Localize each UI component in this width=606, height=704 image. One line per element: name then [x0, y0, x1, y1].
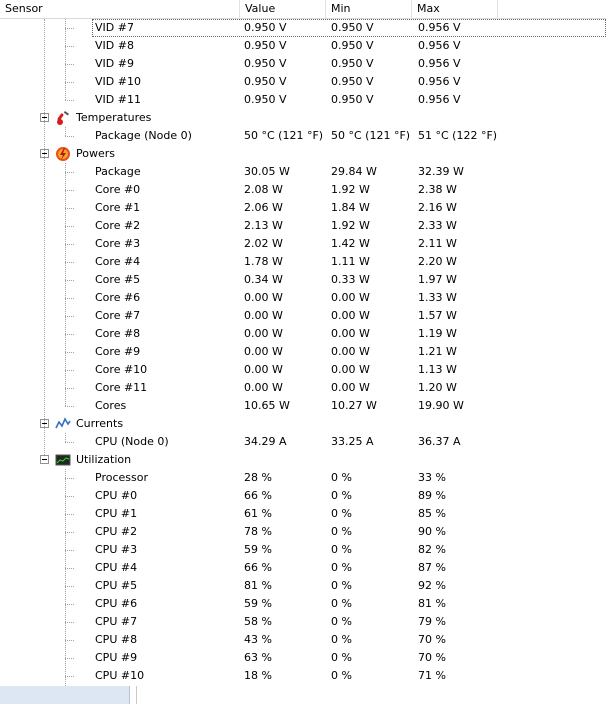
- sensor-min: 50 °C (121 °F): [331, 129, 411, 142]
- sensor-value: 0.00 W: [244, 327, 283, 340]
- sensor-group-label: Powers: [76, 147, 115, 160]
- sensor-group-label: Currents: [76, 417, 124, 430]
- sensor-value: 28 %: [244, 471, 272, 484]
- sensor-value: 0.00 W: [244, 291, 283, 304]
- sensor-min: 0 %: [331, 579, 352, 592]
- sensor-value: 0.950 V: [244, 93, 287, 106]
- sensor-name: Core #0: [95, 183, 141, 196]
- tree-line: [65, 433, 66, 442]
- sensor-row[interactable]: [0, 181, 606, 199]
- column-header-min[interactable]: Min: [326, 0, 412, 19]
- sensor-value: 0.00 W: [244, 345, 283, 358]
- sensor-min: 0 %: [331, 633, 352, 646]
- sensor-row[interactable]: [0, 37, 606, 55]
- sensor-name: Core #5: [95, 273, 141, 286]
- sensor-value: 0.00 W: [244, 363, 283, 376]
- bottom-panel-left: [0, 686, 130, 704]
- sensor-row[interactable]: [0, 595, 606, 613]
- sensor-row[interactable]: [0, 19, 606, 37]
- sensor-name: CPU #5: [95, 579, 138, 592]
- sensor-value: 66 %: [244, 561, 272, 574]
- sensor-max: 89 %: [418, 489, 446, 502]
- sensor-min: 0.00 W: [331, 381, 370, 394]
- sensor-name: CPU #3: [95, 543, 138, 556]
- sensor-name: CPU #8: [95, 633, 138, 646]
- sensor-name: Core #10: [95, 363, 148, 376]
- sensor-name: CPU (Node 0): [95, 435, 169, 448]
- sensor-name: Core #3: [95, 237, 141, 250]
- sensor-value: 0.950 V: [244, 75, 287, 88]
- sensor-name: Cores: [95, 399, 127, 412]
- sensor-name: VID #8: [95, 39, 134, 52]
- sensor-value: 43 %: [244, 633, 272, 646]
- sensor-min: 0 %: [331, 489, 352, 502]
- sensor-row[interactable]: [0, 469, 606, 487]
- sensor-min: 10.27 W: [331, 399, 377, 412]
- sensor-max: 1.21 W: [418, 345, 457, 358]
- sensor-min: 0.950 V: [331, 93, 374, 106]
- sensor-row[interactable]: [0, 631, 606, 649]
- sensor-value: 58 %: [244, 615, 272, 628]
- sensor-max: 81 %: [418, 597, 446, 610]
- sensor-value: 10.65 W: [244, 399, 290, 412]
- sensor-min: 0.950 V: [331, 57, 374, 70]
- sensor-row[interactable]: [0, 397, 606, 415]
- sensor-name: Core #7: [95, 309, 141, 322]
- sensor-max: 82 %: [418, 543, 446, 556]
- sensor-name: Core #6: [95, 291, 141, 304]
- sensor-min: 1.92 W: [331, 183, 370, 196]
- sensor-min: 0.00 W: [331, 345, 370, 358]
- sensor-value: 0.00 W: [244, 309, 283, 322]
- sensor-max: 51 °C (122 °F): [418, 129, 498, 142]
- sensor-min: 0.950 V: [331, 75, 374, 88]
- sensor-name: Core #11: [95, 381, 148, 394]
- sensor-max: 19.90 W: [418, 399, 464, 412]
- sensor-value: 0.950 V: [244, 39, 287, 52]
- sensor-name: Core #4: [95, 255, 141, 268]
- sensor-name: Core #1: [95, 201, 141, 214]
- sensor-max: 90 %: [418, 525, 446, 538]
- tree-line: [65, 163, 66, 406]
- sensor-max: 1.19 W: [418, 327, 457, 340]
- sensor-max: 0.956 V: [418, 75, 461, 88]
- sensor-name: CPU #7: [95, 615, 138, 628]
- sensor-max: 33 %: [418, 471, 446, 484]
- sensor-min: 0 %: [331, 543, 352, 556]
- sensor-max: 71 %: [418, 669, 446, 682]
- sensor-name: Core #8: [95, 327, 141, 340]
- sensor-max: 1.33 W: [418, 291, 457, 304]
- sensor-row[interactable]: [0, 559, 606, 577]
- sensor-row[interactable]: [0, 91, 606, 109]
- sensor-value: 59 %: [244, 597, 272, 610]
- sensor-row[interactable]: [0, 343, 606, 361]
- sensor-value: 1.78 W: [244, 255, 283, 268]
- sensor-min: 0 %: [331, 669, 352, 682]
- sensor-row[interactable]: [0, 325, 606, 343]
- sensor-max: 70 %: [418, 651, 446, 664]
- bottom-divider: [136, 686, 137, 704]
- sensor-max: 2.16 W: [418, 201, 457, 214]
- sensor-min: 0 %: [331, 651, 352, 664]
- sensor-max: 87 %: [418, 561, 446, 574]
- monitor-chart-icon: [55, 452, 71, 468]
- sensor-value: 50 °C (121 °F): [244, 129, 324, 142]
- sensor-name: Core #2: [95, 219, 141, 232]
- sensor-name: VID #11: [95, 93, 141, 106]
- sensor-group-label: Temperatures: [76, 111, 152, 124]
- sensor-name: Core #9: [95, 345, 141, 358]
- sensor-min: 1.84 W: [331, 201, 370, 214]
- sensor-min: 0 %: [331, 507, 352, 520]
- sensor-value: 2.02 W: [244, 237, 283, 250]
- sensor-value: 0.950 V: [244, 57, 287, 70]
- sensor-min: 0.33 W: [331, 273, 370, 286]
- sensor-row[interactable]: [0, 199, 606, 217]
- sensor-max: 79 %: [418, 615, 446, 628]
- sensor-row[interactable]: [0, 127, 606, 145]
- sensor-value: 18 %: [244, 669, 272, 682]
- sensor-value: 81 %: [244, 579, 272, 592]
- sensor-min: 0 %: [331, 471, 352, 484]
- sensor-name: CPU #0: [95, 489, 138, 502]
- sensor-max: 1.20 W: [418, 381, 457, 394]
- sensor-max: 1.57 W: [418, 309, 457, 322]
- sensor-row[interactable]: [0, 613, 606, 631]
- sensor-max: 1.13 W: [418, 363, 457, 376]
- sensor-min: 0.00 W: [331, 363, 370, 376]
- sensor-min: 0.00 W: [331, 327, 370, 340]
- sensor-row[interactable]: [0, 217, 606, 235]
- sensor-name: CPU #4: [95, 561, 138, 574]
- lightning-icon: [55, 146, 71, 162]
- sensor-name: VID #9: [95, 57, 134, 70]
- sensor-row[interactable]: [0, 55, 606, 73]
- tree-line: [44, 19, 45, 455]
- sensor-min: 0 %: [331, 615, 352, 628]
- sensor-row[interactable]: [0, 523, 606, 541]
- tree-line: [65, 127, 66, 136]
- sensor-row[interactable]: [0, 541, 606, 559]
- sensor-min: 0.950 V: [331, 39, 374, 52]
- sensor-row[interactable]: [0, 379, 606, 397]
- sensor-name: Processor: [95, 471, 148, 484]
- sensor-row[interactable]: [0, 487, 606, 505]
- sensor-group[interactable]: [0, 451, 606, 469]
- sensor-min: 1.42 W: [331, 237, 370, 250]
- sensor-value: 34.29 A: [244, 435, 287, 448]
- sensor-tree: [0, 19, 606, 686]
- sensor-value: 66 %: [244, 489, 272, 502]
- sensor-value: 2.06 W: [244, 201, 283, 214]
- sensor-row[interactable]: [0, 289, 606, 307]
- sensor-min: 29.84 W: [331, 165, 377, 178]
- sensor-row[interactable]: [0, 361, 606, 379]
- sensor-max: 0.956 V: [418, 93, 461, 106]
- sensor-name: CPU #2: [95, 525, 138, 538]
- sensor-max: 0.956 V: [418, 39, 461, 52]
- sensor-name: CPU #1: [95, 507, 138, 520]
- tree-line: [65, 469, 66, 686]
- sensor-name: Package (Node 0): [95, 129, 192, 142]
- sensor-row[interactable]: [0, 505, 606, 523]
- sensor-min: 0 %: [331, 597, 352, 610]
- sensor-group[interactable]: [0, 145, 606, 163]
- sensor-name: Package: [95, 165, 141, 178]
- sensor-row[interactable]: [0, 253, 606, 271]
- sensor-value: 63 %: [244, 651, 272, 664]
- collapse-toggle-icon[interactable]: [40, 455, 49, 464]
- sensor-max: 70 %: [418, 633, 446, 646]
- sensor-min: 0 %: [331, 561, 352, 574]
- sensor-value: 78 %: [244, 525, 272, 538]
- tree-line: [65, 19, 66, 100]
- sensor-min: 0.00 W: [331, 309, 370, 322]
- sensor-row[interactable]: [0, 163, 606, 181]
- sensor-row[interactable]: [0, 433, 606, 451]
- sensor-min: 0 %: [331, 525, 352, 538]
- sensor-name: CPU #6: [95, 597, 138, 610]
- thermometer-icon: [55, 110, 71, 126]
- sensor-row[interactable]: [0, 73, 606, 91]
- sensor-max: 85 %: [418, 507, 446, 520]
- sensor-max: 0.956 V: [418, 57, 461, 70]
- sensor-min: 0.950 V: [331, 21, 374, 34]
- sensor-name: VID #7: [95, 21, 134, 34]
- sensor-value: 30.05 W: [244, 165, 290, 178]
- sensor-row[interactable]: [0, 235, 606, 253]
- sensor-max: 2.33 W: [418, 219, 457, 232]
- sensor-value: 0.34 W: [244, 273, 283, 286]
- sensor-name: CPU #9: [95, 651, 138, 664]
- sensor-max: 1.97 W: [418, 273, 457, 286]
- sensor-value: 0.00 W: [244, 381, 283, 394]
- sensor-min: 0.00 W: [331, 291, 370, 304]
- sensor-min: 1.92 W: [331, 219, 370, 232]
- bottom-panel: [0, 686, 606, 704]
- sensor-group-label: Utilization: [76, 453, 132, 466]
- sensor-group[interactable]: [0, 415, 606, 433]
- sensor-max: 0.956 V: [418, 21, 461, 34]
- sensor-min: 1.11 W: [331, 255, 370, 268]
- sensor-max: 36.37 A: [418, 435, 461, 448]
- sensor-row[interactable]: [0, 649, 606, 667]
- column-header-sensor[interactable]: Sensor: [0, 0, 240, 19]
- sensor-value: 0.950 V: [244, 21, 287, 34]
- column-header-value[interactable]: Value: [240, 0, 326, 19]
- sensor-row[interactable]: [0, 271, 606, 289]
- sensor-max: 2.38 W: [418, 183, 457, 196]
- sensor-name: CPU #10: [95, 669, 145, 682]
- sensor-max: 2.20 W: [418, 255, 457, 268]
- sensor-row[interactable]: [0, 577, 606, 595]
- sensor-row[interactable]: [0, 307, 606, 325]
- column-header-max[interactable]: Max: [412, 0, 498, 19]
- sensor-value: 61 %: [244, 507, 272, 520]
- sensor-value: 2.08 W: [244, 183, 283, 196]
- sensor-row[interactable]: [0, 667, 606, 685]
- column-header: [0, 0, 606, 19]
- sensor-max: 32.39 W: [418, 165, 464, 178]
- sensor-group[interactable]: [0, 109, 606, 127]
- sensor-name: VID #10: [95, 75, 141, 88]
- sensor-min: 33.25 A: [331, 435, 374, 448]
- sensor-max: 92 %: [418, 579, 446, 592]
- sensor-value: 2.13 W: [244, 219, 283, 232]
- sensor-max: 2.11 W: [418, 237, 457, 250]
- sensor-value: 59 %: [244, 543, 272, 556]
- waveform-icon: [55, 416, 71, 432]
